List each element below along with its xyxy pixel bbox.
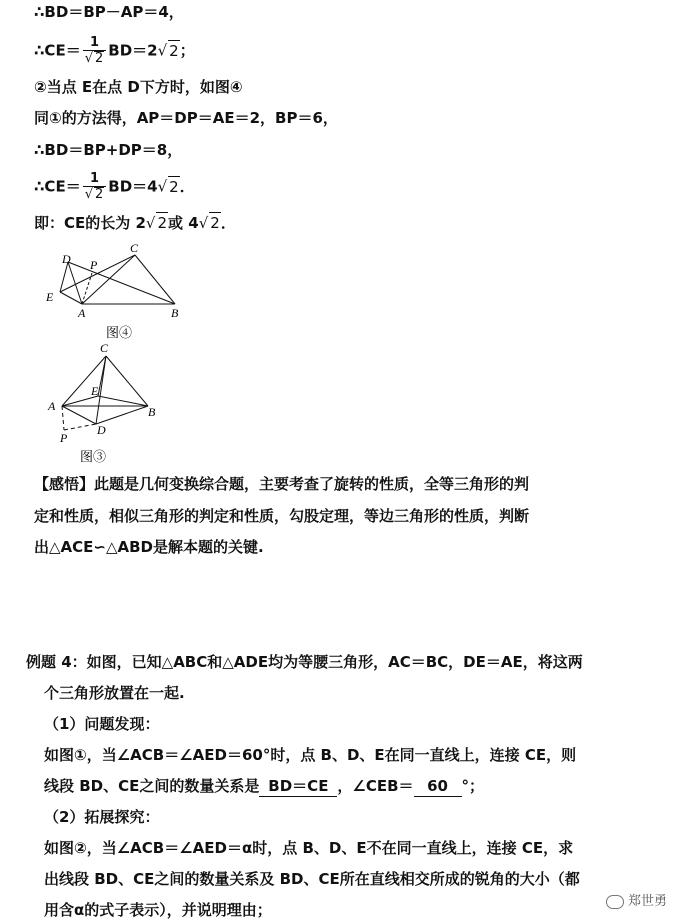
text-segment: ，∠CEB＝ xyxy=(337,777,414,795)
solution-line-4: 同①的方法得，AP＝DP＝AE＝2，BP＝6， xyxy=(34,109,338,127)
text-segment: ． xyxy=(179,177,195,196)
radicand: 2 xyxy=(95,51,104,66)
fraction-numerator: 1 xyxy=(83,172,107,187)
point-label: B xyxy=(148,405,156,419)
solution-line-1: ∴BD＝BP－AP＝4， xyxy=(34,3,184,21)
answer-blank-1: BD＝CE xyxy=(259,776,337,797)
answer-blank-2: 60 xyxy=(414,776,462,797)
text-segment: BD＝2 xyxy=(108,41,158,60)
fraction xyxy=(83,172,107,202)
point-label: E xyxy=(91,384,99,398)
example-line-9: 用含α的式子表示），并说明理由； xyxy=(44,901,272,919)
solution-line-7: 即：CE的长为 2√ 2或 4√ 2． xyxy=(34,214,236,232)
fraction xyxy=(83,36,107,66)
example-line-8: 出线段 BD、CE之间的数量关系及 BD、CE所在直线相交所成的锐角的大小（都 xyxy=(44,870,580,888)
figure-caption: 图④ xyxy=(106,325,133,340)
example-line-1: 例题 4：如图，已知△ABC和△ADE均为等腰三角形，AC＝BC，DE＝AE，将这两 xyxy=(26,653,583,671)
figure-caption: 图③ xyxy=(80,449,107,464)
text-segment: BD＝4 xyxy=(108,177,158,196)
insight-line-1: 【感悟】此题是几何变换综合题，主要考查了旋转的性质，全等三角形的判 xyxy=(34,475,530,493)
text-segment: 线段 BD、CE之间的数量关系是 xyxy=(44,777,260,795)
text-segment: 即：CE的长为 2 xyxy=(34,214,146,232)
example-line-3: （1）问题发现： xyxy=(44,715,160,733)
radicand: 2 xyxy=(95,187,104,202)
example-line-7: 如图②，当∠ACB＝∠AED＝α时，点 B、D、E不在同一直线上，连接 CE，求 xyxy=(44,839,574,857)
point-label: C xyxy=(100,341,109,355)
watermark-text: 郑世勇 xyxy=(627,894,667,909)
text-segment: ∴CE＝ xyxy=(34,41,81,60)
solution-line-5: ∴BD＝BP+DP＝8， xyxy=(34,141,183,159)
fraction-denominator: √ 2 xyxy=(84,51,104,66)
text-segment: ． xyxy=(220,214,236,232)
fraction-numerator: 1 xyxy=(83,36,107,51)
radicand: 2 xyxy=(169,41,179,60)
text-segment: ； xyxy=(179,41,195,60)
solution-line-2: ∴CE＝ $\frac{1}{√ 2}$ BD＝2√ 2； xyxy=(34,35,195,66)
example-line-6: （2）拓展探究： xyxy=(44,808,160,826)
radicand: 2 xyxy=(169,177,179,196)
figure-3-diagram xyxy=(44,340,174,465)
point-label: P xyxy=(60,431,68,445)
text-segment: °； xyxy=(461,777,485,795)
point-label: B xyxy=(171,306,179,320)
example-line-5 xyxy=(44,776,484,797)
figure-4-diagram xyxy=(40,240,190,350)
point-label: D xyxy=(62,252,71,266)
point-label: A xyxy=(78,306,86,320)
radicand: 2 xyxy=(157,214,168,232)
solution-line-6: ∴CE＝ $\frac{1}{√ 2}$ BD＝4√ 2． xyxy=(34,171,195,202)
example-line-2: 个三角形放置在一起. xyxy=(44,684,185,702)
point-label: A xyxy=(48,399,56,413)
point-label: D xyxy=(97,423,106,437)
text-segment: ∴CE＝ xyxy=(34,177,81,196)
text-segment: 或 4 xyxy=(168,214,199,232)
example-line-4: 如图①，当∠ACB＝∠AED＝60°时，点 B、D、E在同一直线上，连接 CE，则 xyxy=(44,746,577,764)
watermark xyxy=(606,890,667,909)
fraction-denominator: √ 2 xyxy=(84,187,104,202)
insight-line-2: 定和性质，相似三角形的判定和性质，勾股定理，等边三角形的性质，判断 xyxy=(34,507,530,525)
point-label: C xyxy=(130,241,139,255)
point-label: P xyxy=(90,258,98,272)
point-label: E xyxy=(46,290,54,304)
solution-line-3: ②当点 E在点 D下方时，如图④ xyxy=(34,78,243,96)
chat-icon xyxy=(606,895,624,909)
radicand: 2 xyxy=(210,214,220,232)
insight-line-3: 出△ACE∽△ABD是解本题的关键. xyxy=(34,538,264,556)
